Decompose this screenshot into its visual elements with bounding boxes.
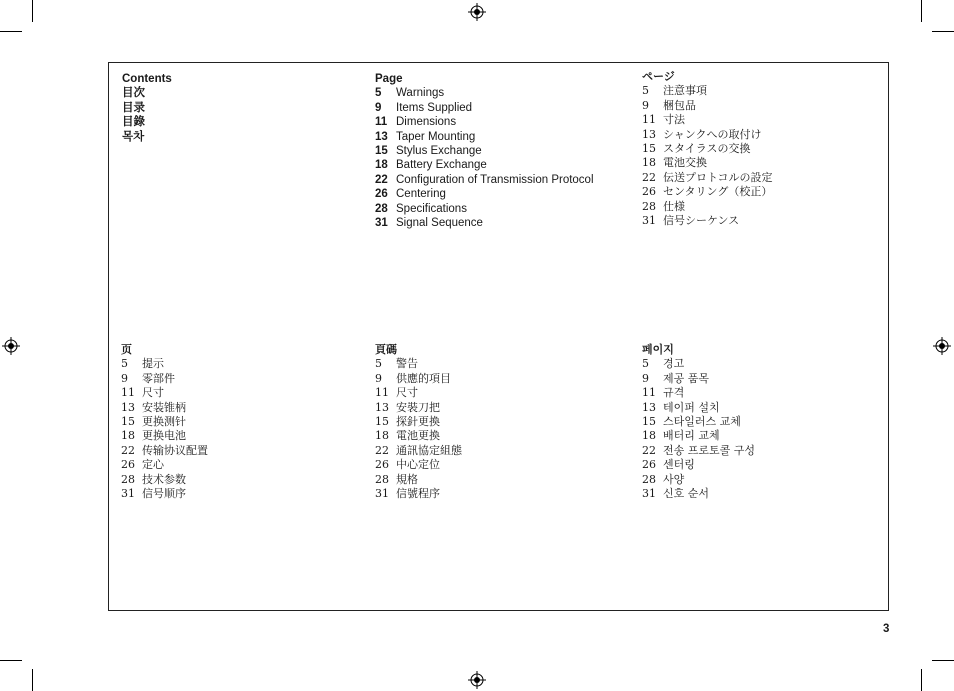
toc-entry[interactable] (121, 473, 208, 487)
toc-label: 通訊協定組態 (396, 443, 462, 457)
toc-page-number: 26 (375, 188, 388, 201)
toc-page-number: 5 (375, 87, 382, 100)
toc-label: 전송 프로토콜 구성 (663, 443, 756, 457)
toc-label: 传输协议配置 (142, 443, 208, 457)
toc-page-number: 11 (375, 386, 389, 400)
toc-entry[interactable] (642, 113, 773, 127)
toc-entry[interactable] (642, 415, 755, 429)
toc-page-number: 31 (121, 487, 135, 501)
toc-entry[interactable] (642, 473, 755, 487)
toc-label: 배터리 교체 (663, 429, 720, 443)
toc-page-number: 18 (375, 429, 389, 443)
toc-label: Items Supplied (396, 101, 473, 114)
toc-entry[interactable] (375, 415, 462, 429)
toc-page-number: 22 (642, 170, 656, 184)
toc-label: 信號程序 (396, 487, 440, 501)
toc-label: シャンクへの取付け (663, 127, 762, 141)
toc-entry[interactable] (642, 386, 755, 400)
toc-page-number: 9 (642, 371, 649, 385)
toc-label: 센터링 (663, 458, 695, 472)
toc-entry[interactable] (375, 444, 462, 458)
toc-page-number: 15 (121, 415, 135, 429)
toc-page-number: 28 (642, 472, 656, 486)
toc-label: 규격 (663, 386, 685, 400)
toc-page-number: 13 (642, 127, 656, 141)
toc-entry[interactable] (375, 187, 594, 201)
toc-label: 技术参数 (142, 472, 186, 486)
crop-mark (32, 0, 33, 22)
toc-page-number: 15 (642, 415, 656, 429)
toc-page-number: 5 (375, 357, 382, 371)
traditional-chinese-toc (375, 343, 462, 501)
toc-entry[interactable] (642, 99, 773, 113)
toc-entry[interactable] (375, 473, 462, 487)
toc-label: スタイラスの交換 (663, 142, 751, 156)
toc-label: 尺寸 (142, 386, 164, 400)
english-heading: Page (375, 73, 403, 85)
toc-page-number: 28 (642, 199, 656, 213)
toc-label: Signal Sequence (396, 217, 483, 230)
toc-label: 探針更換 (396, 415, 440, 429)
toc-entry[interactable] (642, 185, 773, 199)
toc-label: 警告 (396, 357, 418, 371)
toc-page-number: 28 (375, 202, 388, 215)
toc-page-number: 18 (121, 429, 135, 443)
korean-toc (642, 343, 755, 501)
toc-label: 電池更換 (396, 429, 440, 443)
toc-label: 更换测针 (142, 415, 186, 429)
toc-page-number: 15 (375, 145, 388, 158)
toc-label: Stylus Exchange (396, 145, 482, 158)
toc-entry[interactable] (121, 429, 208, 443)
toc-page-number: 22 (642, 443, 656, 457)
toc-page-number: 15 (642, 142, 656, 156)
toc-page-number: 22 (375, 443, 389, 457)
crop-mark (0, 660, 22, 661)
contents-heading: Contents (122, 73, 172, 85)
traditional-chinese-heading: 頁碼 (375, 343, 397, 356)
toc-entry[interactable] (375, 158, 594, 172)
crop-mark (921, 669, 922, 691)
toc-label: 安装锥柄 (142, 400, 186, 414)
toc-entry[interactable] (642, 487, 755, 501)
toc-entry[interactable] (375, 144, 594, 158)
toc-entry[interactable] (121, 357, 208, 371)
toc-entry[interactable] (121, 415, 208, 429)
toc-page-number: 9 (121, 371, 128, 385)
toc-entry[interactable] (375, 202, 594, 216)
toc-page-number: 13 (642, 400, 656, 414)
toc-entry[interactable] (642, 429, 755, 443)
toc-page-number: 18 (642, 429, 656, 443)
japanese-heading: ページ (642, 70, 675, 83)
toc-entry[interactable] (375, 173, 594, 187)
toc-page-number: 28 (375, 472, 389, 486)
toc-label: 제공 품목 (663, 371, 710, 385)
simplified-chinese-toc (121, 343, 208, 501)
toc-entry[interactable] (642, 200, 773, 214)
toc-entry[interactable] (375, 401, 462, 415)
toc-page-number: 13 (375, 400, 389, 414)
toc-entry[interactable] (121, 444, 208, 458)
toc-label: 尺寸 (396, 386, 418, 400)
registration-mark-icon (2, 337, 20, 355)
contents-heading: 目錄 (122, 116, 145, 129)
toc-entry[interactable] (375, 130, 594, 144)
toc-entry[interactable] (121, 372, 208, 386)
toc-label: 電池交換 (663, 156, 707, 170)
toc-label: Taper Mounting (396, 130, 476, 143)
toc-entry[interactable] (375, 357, 462, 371)
toc-entry[interactable] (375, 216, 594, 230)
toc-label: 注意事項 (663, 84, 707, 98)
toc-page-number: 11 (642, 113, 656, 127)
toc-label: Configuration of Transmission Protocol (396, 173, 594, 186)
simplified-chinese-heading: 页 (121, 343, 132, 356)
crop-mark (932, 660, 954, 661)
toc-page-number: 26 (642, 185, 656, 199)
toc-page-number: 22 (121, 443, 135, 457)
toc-page-number: 11 (121, 386, 135, 400)
registration-mark-icon (933, 337, 951, 355)
toc-entry[interactable] (121, 401, 208, 415)
toc-label: 梱包品 (663, 98, 696, 112)
contents-heading: 목차 (122, 130, 145, 143)
toc-entry[interactable] (375, 372, 462, 386)
toc-page-number: 31 (642, 487, 656, 501)
toc-label: 伝送プロトコルの設定 (663, 170, 773, 184)
toc-entry[interactable] (642, 357, 755, 371)
page-number: 3 (883, 623, 890, 635)
toc-entry[interactable] (375, 386, 462, 400)
registration-mark-icon (468, 3, 486, 21)
toc-label: 安裝刀把 (396, 400, 440, 414)
toc-entry[interactable] (642, 84, 773, 98)
crop-mark (0, 31, 22, 32)
toc-label: 提示 (142, 357, 164, 371)
toc-label: 零部件 (142, 371, 175, 385)
toc-page-number: 28 (121, 472, 135, 486)
toc-label: Centering (396, 188, 446, 201)
toc-entry[interactable] (642, 171, 773, 185)
contents-heading: 目次 (122, 87, 145, 100)
toc-label: 更换电池 (142, 429, 186, 443)
toc-page-number: 9 (642, 98, 649, 112)
toc-entry[interactable] (375, 101, 594, 115)
toc-page-number: 31 (375, 217, 388, 230)
toc-page-number: 13 (375, 130, 388, 143)
toc-label: Dimensions (396, 116, 457, 129)
toc-entry[interactable] (642, 401, 755, 415)
toc-label: 供應的項目 (396, 371, 451, 385)
japanese-toc (642, 70, 773, 228)
toc-page-number: 26 (375, 458, 389, 472)
toc-entry[interactable] (642, 156, 773, 170)
toc-page-number: 5 (121, 357, 128, 371)
toc-label: 信号顺序 (142, 487, 186, 501)
toc-entry[interactable] (375, 429, 462, 443)
toc-label: 中心定位 (396, 458, 440, 472)
toc-page-number: 26 (642, 458, 656, 472)
toc-label: 스타일러스 교체 (663, 415, 741, 429)
toc-page-number: 11 (642, 386, 656, 400)
registration-mark-icon (468, 671, 486, 689)
toc-page-number: 5 (642, 357, 649, 371)
toc-label: 테이퍼 설치 (663, 400, 720, 414)
toc-label: 定心 (142, 458, 164, 472)
toc-entry[interactable] (642, 214, 773, 228)
toc-label: Battery Exchange (396, 159, 487, 172)
toc-entry[interactable] (375, 115, 594, 129)
toc-page-number: 18 (642, 156, 656, 170)
korean-heading: 페이지 (642, 343, 674, 356)
toc-label: 仕様 (663, 199, 685, 213)
crop-mark (32, 669, 33, 691)
toc-page-number: 9 (375, 371, 382, 385)
toc-entry[interactable] (642, 128, 773, 142)
toc-label: 信号シーケンス (663, 214, 740, 228)
toc-page-number: 5 (642, 84, 649, 98)
toc-entry[interactable] (121, 487, 208, 501)
toc-label: 사양 (663, 472, 685, 486)
toc-entry[interactable] (121, 458, 208, 472)
toc-page-number: 31 (642, 214, 656, 228)
toc-page-number: 9 (375, 101, 382, 114)
toc-page-number: 22 (375, 173, 388, 186)
toc-entry[interactable] (375, 487, 462, 501)
toc-label: センタリング（校正） (663, 185, 773, 199)
toc-label: 寸法 (663, 113, 685, 127)
toc-label: 경고 (663, 357, 685, 371)
toc-entry[interactable] (642, 372, 755, 386)
toc-page-number: 15 (375, 415, 389, 429)
toc-entry[interactable] (121, 386, 208, 400)
toc-entry[interactable] (642, 444, 755, 458)
toc-page-number: 13 (121, 400, 135, 414)
toc-entry[interactable] (642, 458, 755, 472)
crop-mark (932, 31, 954, 32)
toc-label: 規格 (396, 472, 418, 486)
toc-page-number: 11 (375, 116, 388, 129)
toc-label: 신호 순서 (663, 487, 710, 501)
contents-headings (122, 72, 172, 144)
toc-entry[interactable] (375, 86, 594, 100)
toc-page-number: 18 (375, 159, 388, 172)
toc-label: Warnings (396, 87, 445, 100)
contents-heading: 目录 (122, 101, 145, 114)
toc-page-number: 31 (375, 487, 389, 501)
toc-entry[interactable] (642, 142, 773, 156)
english-toc (375, 72, 594, 230)
toc-label: Specifications (396, 202, 467, 215)
toc-entry[interactable] (375, 458, 462, 472)
toc-page-number: 26 (121, 458, 135, 472)
crop-mark (921, 0, 922, 22)
